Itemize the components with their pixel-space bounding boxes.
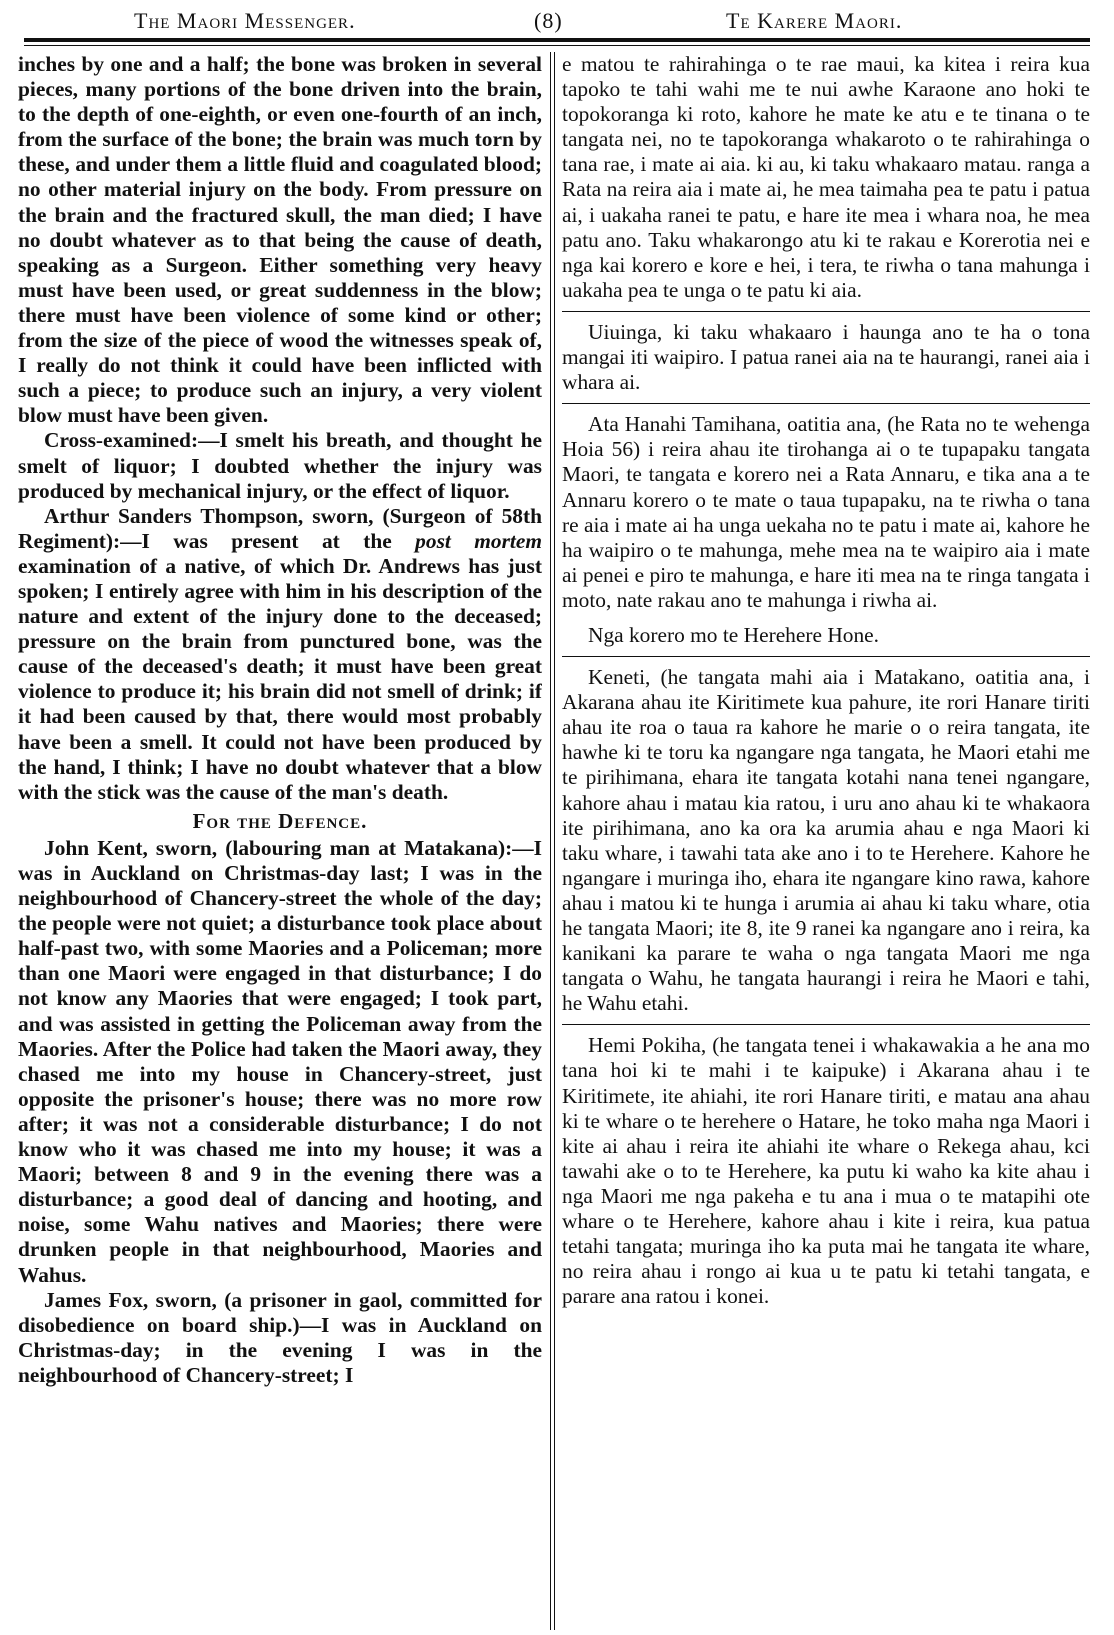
english-paragraph-cross-examined: Cross-examined:—I smelt his breath, and thought he smelt of liquor; I doubted whether the injury was produced by mechanical injury, or the effect of liquor. [18, 428, 542, 503]
english-title: The Maori Messenger. [134, 8, 356, 33]
english-paragraph-thompson [18, 504, 542, 805]
maori-separator-2 [562, 403, 1090, 404]
header-rule-thin [24, 45, 1090, 46]
maori-paragraph-1: e matou te rahirahinga o te rae maui, ka kitea i reira kua tapoko te tahi wahi me te nui awhe Karaone ano hoki te topokoranga ki roto, kahore he mate ke atu e te tinana o te tangata nei, no te tapokoranga whakaroto o te rahirahinga o tana rae, i mate ai aia. ki au, ki taku whakaaro matau. ranga a Rata na reira aia i mate ai, he mea taimaha pea te patu i patua ai, i uakaha ranei te patu, e hare ite mea i whara noa, he mea patu ano. Taku whakarongo atu ki te rakau e Korerotia nei e nga kai korero e kore e hei, i tera, te riwha o tana mahunga i uakaha pea te unga o te patu ki aia. [562, 52, 1090, 302]
maori-title: Te Karere Maori. [726, 8, 903, 33]
maori-separator-4 [562, 1024, 1090, 1025]
maori-paragraph-pokiha: Hemi Pokiha, (he tangata tenei i whakawakia a he ana mo tana hoi ki te mahi i te kaipuke) i Akarana ahau i te Kiritimete, ite ahiahi, ite rori Hanare tiriti, e matau ana ahau ki te whare o te herehere o Hatare, he toko maha nga Maori i kite ai ahau i reira ite ahiahi ite whare o Rekega ahau, kci tawahi ake o to te Herehere, ka putu ki waho ka kite ahau i nga Maori me nga pakeha e tu ana i mua o te matapihi ote whare o te Herehere, kahore ahau i kite i reira, kua patua tetahi tangata; muringa iho ka puta mai he tangata ite whare, no reira ahau i rongo ai kua u te patu ki tetahi tangata, e parare ana ratou i konei. [562, 1033, 1090, 1309]
page-number: (8) [534, 8, 563, 33]
english-paragraph-1: inches by one and a half; the bone was broken in several pieces, many portions of the bone driven into the brain, to the depth of one-eighth, or even one-fourth of an inch, from the surface of the bone; the brain was much torn by these, and under them a little fluid and coagulated blood; no other material injury on the body. From pressure on the brain and the fractured skull, the man died; I have no doubt whatever as to that being the cause of death, speaking as a Surgeon. Either something very heavy must have been used, or great suddenness in the blow; there must have been violence of some kind or other; from the size of the piece of wood the witnesses speak of, I really do not think it could have been inflicted with such a piece; to produce such an injury, a very violent blow must have been given. [18, 52, 542, 428]
maori-section-heading: Nga korero mo te Herehere Hone. [588, 622, 880, 647]
column-divider-inner [554, 52, 555, 1630]
column-divider [550, 52, 551, 1630]
thompson-text-a: Arthur Sanders Thompson, sworn, (Surgeon of 58th Regiment):—I was present at the [18, 503, 542, 553]
section-heading-defence: For the Defence. [192, 808, 368, 833]
header-rule-thick [24, 38, 1090, 42]
page-header [14, 4, 1100, 38]
english-paragraph-fox: James Fox, sworn, (a prisoner in gaol, committed for disobedience on board ship.)—I was in Auckland on Christmas-day; in the evening I was in the neighbourhood of Chancery-street; I [18, 1287, 542, 1387]
english-paragraph-kent: John Kent, sworn, (labouring man at Matakana):—I was in Auckland on Christmas-day last; I was in the neighbourhood of Chancery-street the whole of the day; the people were not quiet; a disturbance took place about half-past two, with some Maories and a Policeman; more than one Maori were engaged in that disturbance; I do not know any Maories that were engaged; I took part, and was assisted in getting the Policeman away from the Maories. After the Police had taken the Maori away, they chased me into my house in Chancery-street, just opposite the prisoner's house; there was no more row after; it was not a considerable disturbance; I do not know who it was chased me into my house; it was a Maori; between 8 and 9 in the evening there was a disturbance; a good deal of dancing and hooting, and noise, some Wahu natives and Maories; there were drunken people in that neighbourhood, Maories and Wahus. [18, 835, 542, 1287]
maori-paragraph-keneti: Keneti, (he tangata mahi aia i Matakano, oatitia ana, i Akarana ahau ite Kiritimete kua pahure, ite rori Hanare tiriti ahau ite roa o taua ra kahore he marie o o reira tangata, ite hawhe ki te toru ka ngangare nga tangata, he Maori etahi me te pirihimana, ehara ite tangata kotahi nana tenei ngangare, kahore ahau i matau kia ratou, i uru ano ahau ki te whakaora ite pirihimana, ano ka ora ka arumia ahau e nga Maori ki taku whare, i tawahi tata ake ano i to te Herehere. Kahore he ngangare i muringa iho, ehara ite ngangare kino rawa, kahore ahau i matou ki te hunga i arumia ai ahau ki taku whare, otia he tangata Maori; ite 8, ite 9 ranei ka ngangare ano i reira, ka kanikani ka parare te waha o nga tangata Maori me nga tangata o Wahu, he tangata haurangi i reira he Maori e tahi, he Wahu etahi. [562, 665, 1090, 1016]
maori-column [562, 52, 1090, 1630]
maori-separator-1 [562, 311, 1090, 312]
maori-paragraph-uiuinga: Uiuinga, ki taku whakaaro i haunga ano te ha o tona mangai iti waipiro. I patua ranei aia na te haurangi, ranei aia i whara ai. [562, 319, 1090, 395]
post-mortem-italic: post mortem [415, 528, 542, 553]
maori-separator-3 [562, 656, 1090, 657]
thompson-text-b: examination of a native, of which Dr. Andrews has just spoken; I entirely agree with him in his description of the nature and extent of the injury done to the deceased; pressure on the brain from punctured bone, was the cause of the deceased's death; it must have been great violence to produce it; his brain did not smell of drink; if it had been caused by that, there would most probably have been a smell. It could not have been produced by the hand, I think; I have no doubt whatever that a blow with the stick was the cause of the man's death. [18, 553, 542, 804]
english-column [18, 52, 542, 1630]
maori-paragraph-tamihana: Ata Hanahi Tamihana, oatitia ana, (he Rata no te wehenga Hoia 56) i reira ahau ite tirohanga ai o te tupapaku tangata Maori, te tangata e korero nei a Rata Annaru, e tika ana a te Annaru korero o te mate o taua tupapaku, na te riwha o tana re aia i mate ai ha unga uekaha no te patu i mate ai, kahore he ha waipiro o te mahunga, mehe mea na te waipiro aia i mate ai penei e piro te mahunga, e hare iti mea na te ringa tangata i moto, nate rakau ano te mahunga i riwha ai. [562, 412, 1090, 612]
